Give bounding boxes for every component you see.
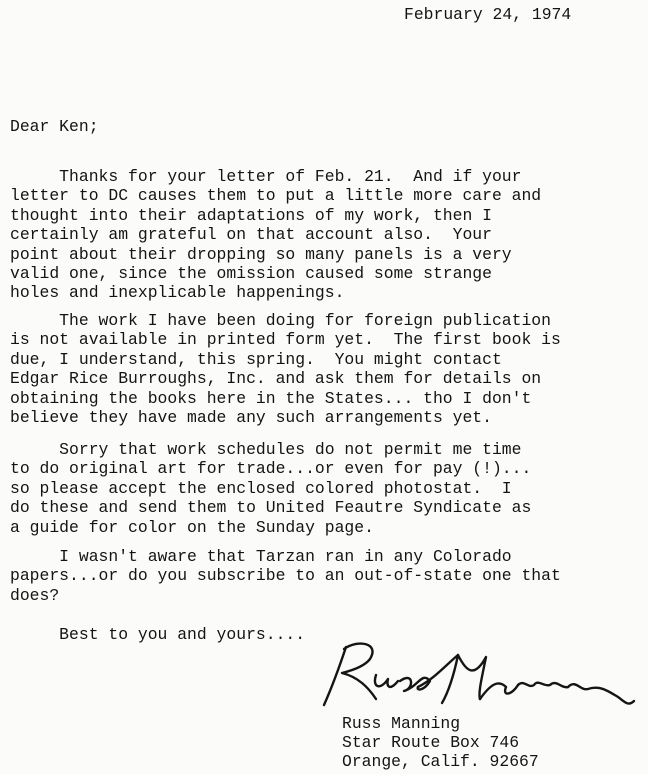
paragraph-line: certainly am grateful on that account also. Your [10,225,492,245]
address-line-1: Star Route Box 746 [342,733,520,752]
paragraph-line: a guide for color on the Sunday page. [10,517,374,537]
paragraph-line: Edgar Rice Burroughs, Inc. and ask them for details on [10,369,542,389]
paragraph-line: is not available in printed form yet. The first book is [10,330,561,350]
letter-date: February 24, 1974 [404,5,572,24]
paragraph-line: does? [10,585,60,605]
paragraph-line: The work I have been doing for foreign publication [10,311,551,330]
paragraph-3 [10,440,531,537]
paragraph-line: so please accept the enclosed colored photostat. I [10,478,512,498]
paragraph-line: obtaining the books here in the States... tho I don't [10,388,532,408]
paragraph-line: Thanks for your letter of Feb. 21. And if your [10,167,522,186]
paragraph-line: letter to DC causes them to put a little more care and [10,186,542,206]
paragraph-4 [10,547,561,605]
paragraph-line: holes and inexplicable happenings. [10,283,345,303]
paragraph-line: do these and send them to United Feautre Syndicate as [10,498,532,518]
salutation: Dear Ken; [10,117,99,136]
paragraph-line: I wasn't aware that Tarzan ran in any Colorado [10,547,512,566]
paragraph-line: papers...or do you subscribe to an out-of-state one that [10,566,561,586]
paragraph-line: valid one, since the omission caused some strange [10,264,492,284]
paragraph-line: point about their dropping so many panels is a very [10,244,512,264]
paragraph-line: thought into their adaptations of my work, then I [10,205,492,225]
paragraph-line: Sorry that work schedules do not permit me time [10,440,522,459]
paragraph-2 [10,311,561,427]
paragraph-line: to do original art for trade...or even for pay (!)... [10,459,532,479]
paragraph-1 [10,167,541,303]
address-line-2: Orange, Calif. 92667 [342,752,539,771]
closing: Best to you and yours.... [10,625,306,644]
paragraph-line: believe they have made any such arrangements yet. [10,408,492,428]
handwritten-signature [318,635,638,715]
paragraph-line: due, I understand, this spring. You might contact [10,349,502,369]
signer-name: Russ Manning [342,714,461,733]
